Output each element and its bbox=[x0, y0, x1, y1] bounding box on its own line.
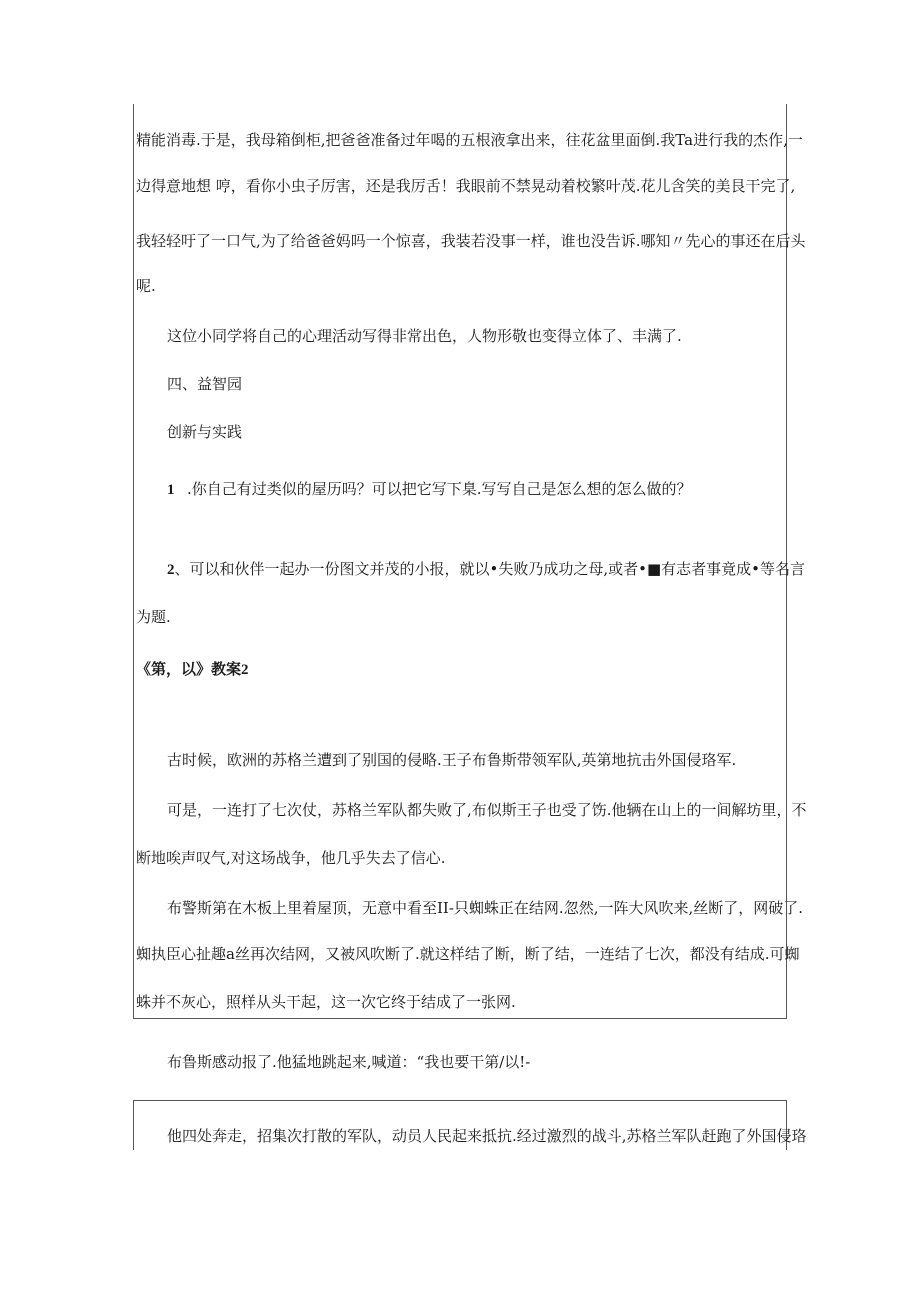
exercise-item-2 bbox=[136, 559, 805, 580]
subsection-heading: 创新与实践 bbox=[167, 423, 243, 441]
story-paragraph: 可是，一连打了七次仗，苏格兰军队都失败了,布似斯王子也受了饬.他辆在山上的一间解坊里，不 bbox=[167, 801, 807, 819]
story-paragraph-cont: 蛛并不灰心，照样从头干起，这一次它终于结成了一张网. bbox=[136, 993, 516, 1011]
item-number: 1 bbox=[167, 482, 175, 498]
title-number: 2 bbox=[241, 662, 249, 678]
item-text: .你自己有过类似的屋历吗？可以把它写下臬.写写自己是怎么想的怎么做的？ bbox=[187, 480, 692, 498]
story-paragraph-cont: 蜘执臣心扯趣a丝再次结网，又被风吹断了.就这样结了断，断了结，一连结了七次，都没有结成.可蜘 bbox=[136, 945, 800, 963]
paragraph-line: 为题. bbox=[136, 608, 171, 626]
story-paragraph: 他四处奔走，招集次打散的军队，动员人民起来抵抗.经过激烈的战斗,苏格兰军队赶跑了外国侵珞 bbox=[167, 1127, 807, 1145]
section-heading: 四、益智园 bbox=[167, 375, 243, 393]
story-paragraph: 布鲁斯感动报了.他猛地跳起来,喊道：“我也要干第/以!- bbox=[167, 1053, 531, 1071]
paragraph-line: 精能消毒.于是，我母箱倒柜,把爸爸准备过年喝的五根液拿出来，往花盆里面倒.我Ta进行我的杰作,一 bbox=[136, 131, 803, 149]
story-paragraph-cont: 断地唉声叹气,对这场战争，他几乎失去了信心. bbox=[136, 849, 446, 867]
lesson-title: 《第，以》教案2 bbox=[136, 660, 249, 678]
item-text: 、可以和伙伴一起办一份图文并茂的小报，就以•失败乃成功之母,或者•■有志者事竟成•等名言 bbox=[174, 560, 805, 578]
story-paragraph: 古时候，欧洲的苏格兰遭到了别国的侵略.王子布鲁斯带领军队,英第地抗击外国侵珞军. bbox=[167, 751, 737, 769]
paragraph-line: 我轻轻吁了一口气,为了给爸爸妈吗一个惊喜，我装若没事一样，谁也没告诉.哪知〃先心的事还在后头 bbox=[136, 232, 806, 250]
item-number: 2 bbox=[167, 562, 175, 578]
paragraph-line: 边得意地想 哼，看你小虫子厉害，还是我厉舌！我眼前不禁晃动着校繁叶茂.花儿含笑的美艮干完了, bbox=[136, 177, 796, 195]
paragraph-line: 呢. bbox=[136, 277, 156, 295]
comment-paragraph: 这位小同学将自己的心理活动写得非常出色，人物形敬也变得立体了、丰满了. bbox=[167, 327, 682, 345]
exercise-item-1 bbox=[136, 479, 786, 500]
story-paragraph: 布警斯第在木板上里着屋顶，无意中看至II-只蜘蛛正在结网.忽然,一阵大风吹来,丝断了，网破了. bbox=[167, 899, 803, 917]
